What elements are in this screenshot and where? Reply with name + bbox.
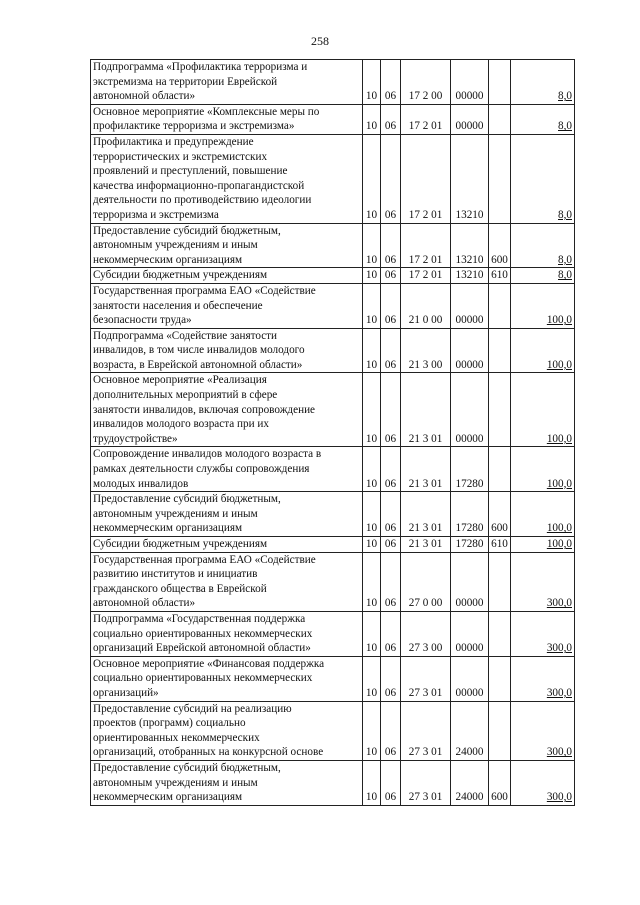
subsection-code: 06: [381, 373, 401, 447]
subsection-code: 06: [381, 760, 401, 805]
section-code: 10: [363, 552, 381, 611]
section-code: 10: [363, 283, 381, 328]
section-code: 10: [363, 447, 381, 492]
amount: 100,0: [511, 447, 575, 492]
subsection-code: 06: [381, 492, 401, 537]
target-article-number: 00000: [451, 283, 489, 328]
subsection-code: 06: [381, 328, 401, 373]
table-row: [91, 373, 575, 447]
row-name-text: Подпрограмма «Содействие занятости инвалидов, в том числе инвалидов молодого возраста, в Еврейской автономной области»: [93, 329, 305, 371]
table-row: [91, 656, 575, 701]
target-article-code: 27 3 01: [401, 656, 451, 701]
table-row: [91, 268, 575, 284]
row-name-text: Субсидии бюджетным учреждениям: [93, 269, 268, 282]
table-row: [91, 447, 575, 492]
target-article-code: 21 0 00: [401, 283, 451, 328]
amount: 100,0: [511, 537, 575, 553]
target-article-number: 13210: [451, 134, 489, 223]
section-code: 10: [363, 60, 381, 105]
amount: 8,0: [511, 60, 575, 105]
row-name-text: Основное мероприятие «Финансовая поддержка социально ориентированных некоммерческих организаций»: [93, 657, 325, 699]
amount: 300,0: [511, 611, 575, 656]
table-row: [91, 760, 575, 805]
section-code: 10: [363, 268, 381, 284]
row-name: [91, 104, 363, 134]
subsection-code: 06: [381, 447, 401, 492]
target-article-code: 17 2 01: [401, 268, 451, 284]
table-row: [91, 537, 575, 553]
row-name: [91, 134, 363, 223]
subsection-code: 06: [381, 104, 401, 134]
amount: 8,0: [511, 134, 575, 223]
subsection-code: 06: [381, 134, 401, 223]
amount: 300,0: [511, 656, 575, 701]
amount: 100,0: [511, 373, 575, 447]
expense-type-code: [489, 611, 511, 656]
target-article-code: 21 3 00: [401, 328, 451, 373]
section-code: 10: [363, 656, 381, 701]
expense-type-code: [489, 104, 511, 134]
table-row: [91, 104, 575, 134]
table-row: [91, 492, 575, 537]
row-name: [91, 373, 363, 447]
expense-type-code: [489, 283, 511, 328]
amount: 8,0: [511, 104, 575, 134]
row-name-text: Основное мероприятие «Комплексные меры по профилактике терроризма и экстремизма»: [93, 105, 320, 133]
target-article-code: 17 2 01: [401, 223, 451, 268]
expense-type-code: 610: [489, 537, 511, 553]
section-code: 10: [363, 537, 381, 553]
target-article-number: 00000: [451, 104, 489, 134]
target-article-number: 13210: [451, 223, 489, 268]
amount: 8,0: [511, 268, 575, 284]
table-row: [91, 701, 575, 760]
amount: 8,0: [511, 223, 575, 268]
table-row: [91, 552, 575, 611]
amount: 300,0: [511, 701, 575, 760]
subsection-code: 06: [381, 701, 401, 760]
subsection-code: 06: [381, 268, 401, 284]
row-name-text: Сопровождение инвалидов молодого возраста в рамках деятельности службы сопровождения молодых инвалидов: [93, 448, 322, 490]
target-article-code: 27 0 00: [401, 552, 451, 611]
expense-type-code: [489, 373, 511, 447]
row-name: [91, 656, 363, 701]
row-name-text: Предоставление субсидий бюджетным, автономным учреждениям и иным некоммерческим организациям: [93, 224, 281, 266]
target-article-code: 21 3 01: [401, 537, 451, 553]
target-article-number: 00000: [451, 656, 489, 701]
section-code: 10: [363, 492, 381, 537]
expense-type-code: [489, 447, 511, 492]
section-code: 10: [363, 134, 381, 223]
row-name-text: Подпрограмма «Государственная поддержка социально ориентированных некоммерческих организаций Еврейской автономной области»: [93, 612, 313, 655]
target-article-number: 17280: [451, 492, 489, 537]
subsection-code: 06: [381, 552, 401, 611]
row-name-text: Субсидии бюджетным учреждениям: [93, 538, 268, 550]
target-article-number: 00000: [451, 328, 489, 373]
expense-type-code: [489, 328, 511, 373]
target-article-code: 17 2 01: [401, 104, 451, 134]
row-name-text: Предоставление субсидий на реализацию проектов (программ) социально ориентированных некоммерческих организаций, отобранных на конкурсной основе: [93, 702, 324, 759]
row-name: [91, 537, 363, 553]
subsection-code: 06: [381, 283, 401, 328]
row-name-text: Предоставление субсидий бюджетным, автономным учреждениям и иным некоммерческим организациям: [93, 493, 281, 535]
section-code: 10: [363, 760, 381, 805]
target-article-code: 17 2 00: [401, 60, 451, 105]
table-row: [91, 60, 575, 105]
amount: 300,0: [511, 760, 575, 805]
expense-type-code: 600: [489, 760, 511, 805]
row-name: [91, 492, 363, 537]
expense-type-code: 600: [489, 223, 511, 268]
target-article-code: 21 3 01: [401, 492, 451, 537]
subsection-code: 06: [381, 537, 401, 553]
target-article-code: 17 2 01: [401, 134, 451, 223]
row-name: [91, 268, 363, 284]
target-article-number: 00000: [451, 611, 489, 656]
row-name-text: Государственная программа ЕАО «Содействие занятости населения и обеспечение безопасности труда»: [93, 284, 316, 327]
target-article-number: 17280: [451, 447, 489, 492]
row-name: [91, 760, 363, 805]
row-name: [91, 223, 363, 268]
page-number: 258: [311, 34, 329, 48]
budget-table: [90, 59, 575, 806]
subsection-code: 06: [381, 656, 401, 701]
row-name: [91, 447, 363, 492]
expense-type-code: 600: [489, 492, 511, 537]
row-name: [91, 328, 363, 373]
row-name-text: Профилактика и предупреждение террористических и экстремистских проявлений и преступлений, повышение качества информационно-пропагандистской деятельности по противодействию идеологии терроризма и экстремизма: [93, 135, 312, 221]
section-code: 10: [363, 104, 381, 134]
table-row: [91, 223, 575, 268]
section-code: 10: [363, 328, 381, 373]
expense-type-code: [489, 701, 511, 760]
target-article-code: 27 3 01: [401, 701, 451, 760]
amount: 300,0: [511, 552, 575, 611]
expense-type-code: 610: [489, 268, 511, 284]
target-article-number: 13210: [451, 268, 489, 284]
subsection-code: 06: [381, 60, 401, 105]
target-article-number: 00000: [451, 552, 489, 611]
target-article-code: 27 3 00: [401, 611, 451, 656]
target-article-code: 21 3 01: [401, 447, 451, 492]
table-row: [91, 283, 575, 328]
subsection-code: 06: [381, 223, 401, 268]
target-article-number: 00000: [451, 373, 489, 447]
amount: 100,0: [511, 492, 575, 537]
row-name-text: Подпрограмма «Профилактика терроризма и экстремизма на территории Еврейской автономной области»: [93, 61, 308, 103]
amount: 100,0: [511, 328, 575, 373]
expense-type-code: [489, 134, 511, 223]
section-code: 10: [363, 373, 381, 447]
row-name: [91, 283, 363, 328]
section-code: 10: [363, 611, 381, 656]
subsection-code: 06: [381, 611, 401, 656]
target-article-number: 00000: [451, 60, 489, 105]
target-article-code: 21 3 01: [401, 373, 451, 447]
target-article-number: 24000: [451, 760, 489, 805]
row-name: [91, 701, 363, 760]
row-name-text: Предоставление субсидий бюджетным, автономным учреждениям и иным некоммерческим организациям: [93, 761, 281, 804]
expense-type-code: [489, 60, 511, 105]
table-row: [91, 328, 575, 373]
expense-type-code: [489, 552, 511, 611]
row-name: [91, 611, 363, 656]
row-name: [91, 60, 363, 105]
section-code: 10: [363, 223, 381, 268]
target-article-number: 24000: [451, 701, 489, 760]
target-article-number: 17280: [451, 537, 489, 553]
row-name-text: Государственная программа ЕАО «Содействие развитию институтов и инициатив гражданского общества в Еврейской автономной области»: [93, 553, 316, 610]
table-row: [91, 611, 575, 656]
expense-type-code: [489, 656, 511, 701]
row-name: [91, 552, 363, 611]
amount: 100,0: [511, 283, 575, 328]
row-name-text: Основное мероприятие «Реализация дополнительных мероприятий в сфере занятости инвалидов, включая сопровождение инвалидов молодого возраста при их трудоустройстве»: [93, 374, 316, 445]
target-article-code: 27 3 01: [401, 760, 451, 805]
section-code: 10: [363, 701, 381, 760]
table-row: [91, 134, 575, 223]
